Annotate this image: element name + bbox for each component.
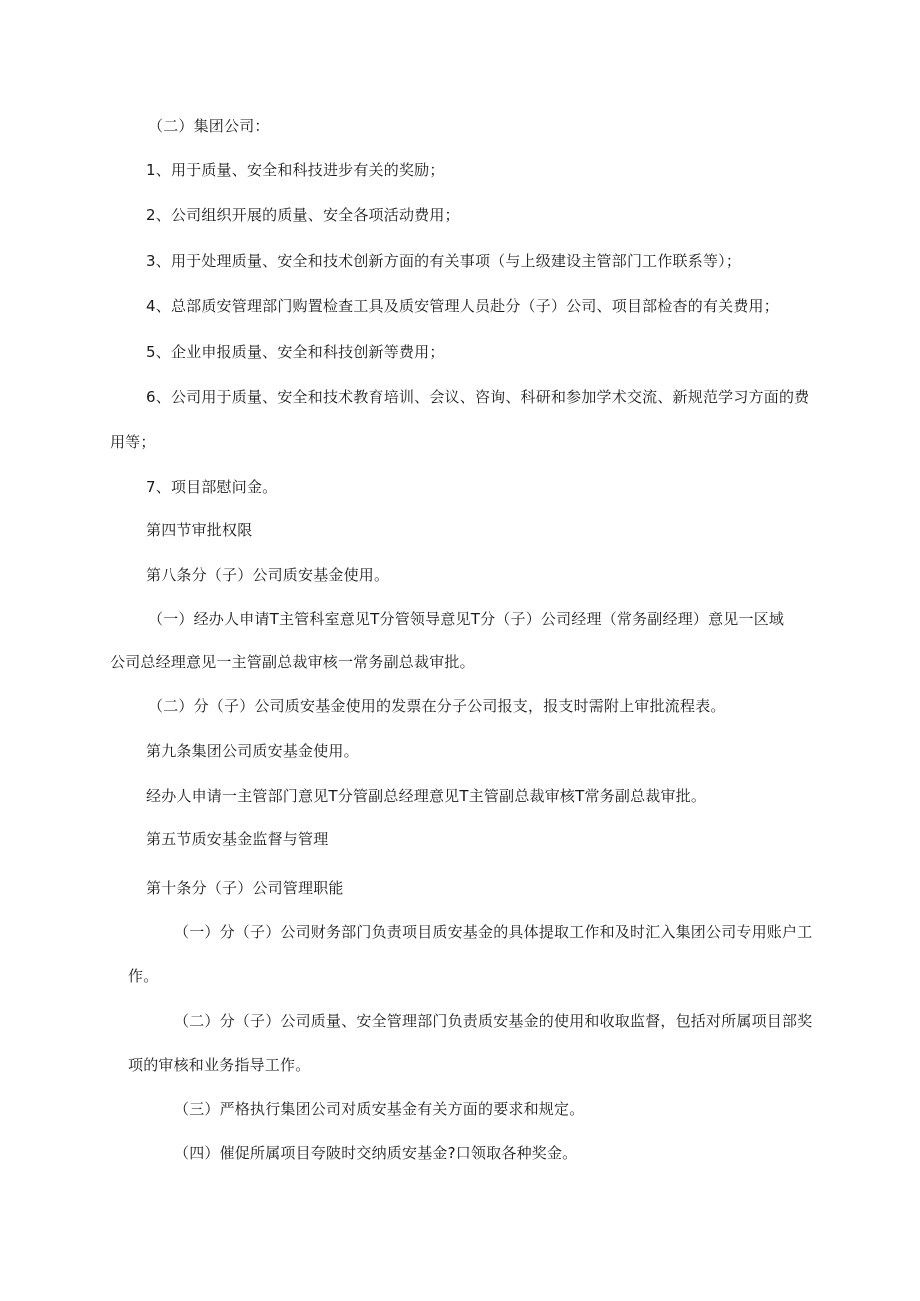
- list-item-7: 7、项目部慰问金。: [146, 478, 278, 496]
- article-10-para-4: （四）催促所属项目夸陂时交纳质安基金?口领取各种奖金。: [174, 1144, 578, 1162]
- list-item-6-continued: 用等；: [110, 433, 156, 451]
- article-10-para-2-continued: 项的审核和业务指导工作。: [128, 1056, 311, 1074]
- article-8-para-1: （一）经办人申请T主管科室意见T分管领导意见T分（子）公司经理（常务副经理）意见一区域: [148, 610, 785, 628]
- article-10-para-3: （三）严格执行集团公司对质安基金有关方面的要求和规定。: [174, 1100, 585, 1118]
- article-10-para-1-continued: 作。: [128, 967, 159, 985]
- article-9-title: 第九条集团公司质安基金使用。: [146, 742, 359, 760]
- list-item-4: 4、总部质安管理部门购置检查工具及质安管理人员赴分（子）公司、项目部检杳的有关费用；: [146, 297, 779, 315]
- article-8-para-1-continued: 公司总经理意见一主管副总裁审核一常务副总裁审批。: [110, 653, 475, 671]
- article-8-title: 第八条分（子）公司质安基金使用。: [146, 566, 390, 584]
- article-10-title: 第十条分（子）公司管理职能: [146, 879, 344, 897]
- list-item-5: 5、企业申报质量、安全和科技创新等费用；: [146, 343, 445, 361]
- article-10-para-1: （一）分（子）公司财务部门负责项目质安基金的具体提取工作和及时汇入集团公司专用账户工: [174, 923, 813, 941]
- article-9-para: 经办人申请一主管部门意见T分管副总经理意见T主管副总裁审核T常务副总裁审批。: [146, 787, 707, 805]
- heading-group-company: （二）集团公司：: [148, 117, 270, 135]
- article-10-para-2: （二）分（子）公司质量、安全管理部门负责质安基金的使用和收取监督，包括对所属项目部奖: [174, 1012, 813, 1030]
- article-8-para-2: （二）分（子）公司质安基金使用的发票在分子公司报支，报支时需附上审批流程表。: [148, 697, 726, 715]
- list-item-6: 6、公司用于质量、安全和技术教育培训、会议、咨询、科研和参加学术交流、新规范学习方面的费: [146, 388, 810, 406]
- list-item-1: 1、用于质量、安全和科技进步有关的奖励；: [146, 161, 445, 179]
- section-heading-5: 第五节质安基金监督与管理: [146, 830, 329, 848]
- list-item-2: 2、公司组织开展的质量、安全各项活动费用；: [146, 206, 460, 224]
- section-heading-4: 第四节审批权限: [146, 521, 253, 539]
- list-item-3: 3、用于处理质量、安全和技术创新方面的有关事项（与上级建设主管部门工作联系等）；: [146, 252, 742, 270]
